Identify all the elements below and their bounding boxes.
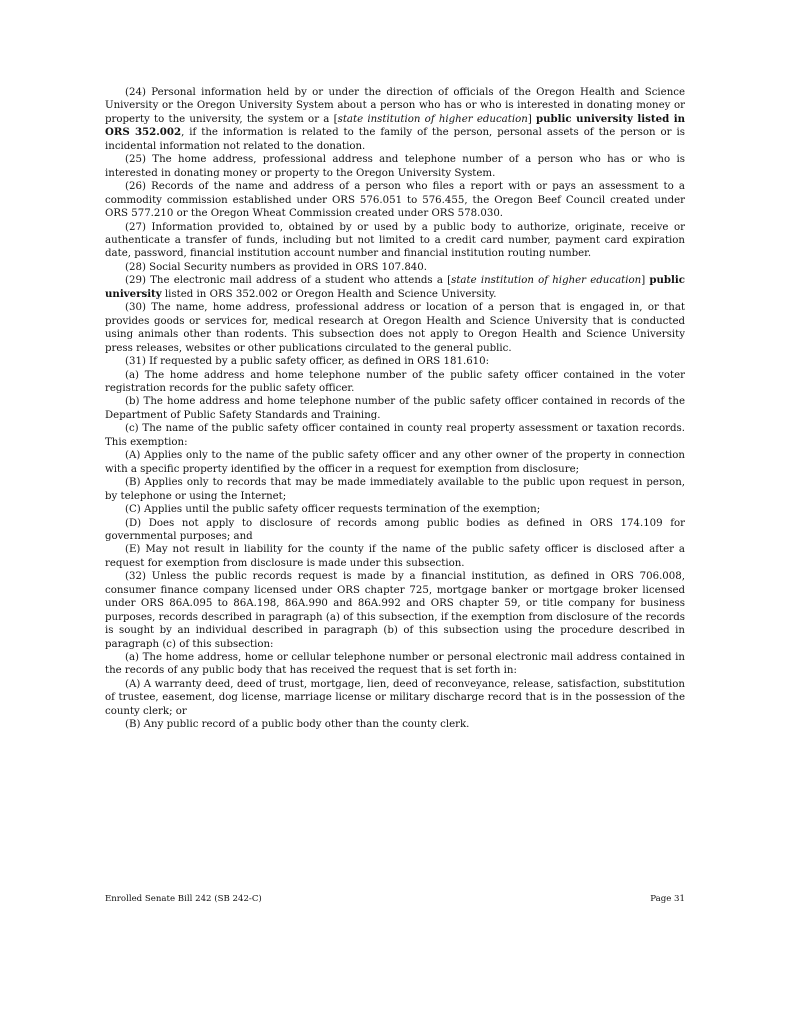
document-body — [105, 86, 685, 732]
italic-deleted-text: state institution of higher education — [451, 275, 642, 287]
footer-bill-title: Enrolled Senate Bill 242 (SB 242-C) — [105, 894, 262, 904]
paragraph-text: (A) A warranty deed, deed of trust, mortgage, lien, deed of reconveyance, release, satisfaction, substitution of trustee, easement, dog license, marriage license or military discharge record that is in the possession of the county clerk; or — [105, 678, 685, 717]
paragraph-text: (29) The electronic mail address of a student who attends a [ — [125, 275, 452, 287]
paragraph-text: (B) Any public record of a public body other than the county clerk. — [125, 719, 470, 731]
paragraph-text: (27) Information provided to, obtained by or used by a public body to authorize, originate, receive or authenticate a transfer of funds, including but not limited to a credit card number, payment card expiration date, password, financial institution account number and financial institution routing number. — [105, 221, 685, 260]
paragraph-text: (26) Records of the name and address of a person who files a report with or pays an assessment to a commodity commission established under ORS 576.051 to 576.455, the Oregon Beef Council created under ORS 577.210 or the Oregon Wheat Commission created under ORS 578.030. — [105, 181, 685, 220]
statute-paragraph — [105, 355, 685, 368]
bold-amendment-text: public university listed in ORS 352.002 — [105, 112, 686, 139]
statute-paragraph — [105, 221, 685, 261]
paragraph-text: (A) Applies only to the name of the public safety officer and any other owner of the property in connection with a specific property identified by the officer in a request for exemption from disclosure; — [105, 450, 685, 475]
footer-page-number: Page 31 — [650, 894, 685, 904]
statute-paragraph — [105, 476, 685, 503]
statute-paragraph — [105, 180, 685, 220]
statute-paragraph — [105, 369, 685, 396]
statute-paragraph — [105, 274, 685, 301]
statute-paragraph — [105, 153, 685, 180]
statute-paragraph — [105, 678, 685, 718]
paragraph-text: (28) Social Security numbers as provided in ORS 107.840. — [125, 261, 428, 273]
paragraph-text: (b) The home address and home telephone number of the public safety officer contained in records of the Department of Public Safety Standards and Training. — [105, 396, 685, 421]
paragraph-text: (a) The home address, home or cellular telephone number or personal electronic mail address contained in the records of any public body that has received the request that is set forth in: — [105, 652, 685, 677]
paragraph-text: (c) The name of the public safety officer contained in county real property assessment or taxation records. This exemption: — [105, 423, 685, 448]
paragraph-text: (25) The home address, professional address and telephone number of a person who has or who is interested in donating money or property to the Oregon University System. — [105, 154, 685, 179]
paragraph-text: ] — [641, 275, 650, 287]
statute-paragraph — [105, 86, 685, 153]
paragraph-text: listed in ORS 352.002 or Oregon Health and Science University. — [161, 288, 497, 300]
paragraph-text: (a) The home address and home telephone number of the public safety officer contained in the voter registration records for the public safety officer. — [105, 369, 685, 394]
paragraph-text: ] — [527, 113, 537, 125]
paragraph-text: (C) Applies until the public safety officer requests termination of the exemption; — [125, 504, 541, 516]
paragraph-text: (E) May not result in liability for the county if the name of the public safety officer is disclosed after a request for exemption from disclosure is made under this subsection. — [105, 544, 685, 569]
paragraph-text: (31) If requested by a public safety officer, as defined in ORS 181.610: — [125, 356, 490, 368]
statute-paragraph — [105, 543, 685, 570]
statute-paragraph — [105, 570, 685, 651]
statute-paragraph — [105, 503, 685, 516]
statute-paragraph — [105, 449, 685, 476]
statute-paragraph — [105, 517, 685, 544]
statute-paragraph — [105, 395, 685, 422]
statute-paragraph — [105, 651, 685, 678]
paragraph-text: (24) Personal information held by or under the direction of officials of the Oregon Health and Science University or the Oregon University System about a person who has or who is interested in donating money or property to the university, the system or a [ — [105, 87, 685, 125]
paragraph-text: (B) Applies only to records that may be made immediately available to the public upon request in person, by telephone or using the Internet; — [105, 477, 685, 502]
statute-paragraph — [105, 261, 685, 274]
statute-paragraph — [105, 422, 685, 449]
paragraph-text: , if the information is related to the family of the person, personal assets of the person or is incidental information not related to the donation. — [105, 127, 686, 152]
italic-deleted-text: state institution of higher education — [337, 113, 528, 125]
statute-paragraph — [105, 301, 685, 355]
paragraph-text: (30) The name, home address, professional address or location of a person that is engaged in, or that provides goods or services for, medical research at Oregon Health and Science University that is conducted using animals other than rodents. This subsection does not apply to Oregon Health and Science University press releases, websites or other publications circulated to the general public. — [105, 302, 685, 354]
statute-paragraph — [105, 718, 685, 731]
bold-amendment-text: public university — [105, 274, 685, 300]
page-footer — [105, 894, 685, 904]
paragraph-text: (D) Does not apply to disclosure of records among public bodies as defined in ORS 174.109 for governmental purposes; and — [105, 517, 685, 542]
paragraph-text: (32) Unless the public records request is made by a financial institution, as defined in ORS 706.008, consumer finance company licensed under ORS chapter 725, mortgage banker or mortgage broker licensed under ORS 86A.095 to 86A.198, 86A.990 and 86A.992 and ORS chapter 59, or title company for business purposes, records described in paragraph (a) of this subsection, if the exemption from disclosure of the records is sought by an individual described in paragraph (b) of this subsection using the procedure described in paragraph (c) of this subsection: — [105, 571, 685, 650]
